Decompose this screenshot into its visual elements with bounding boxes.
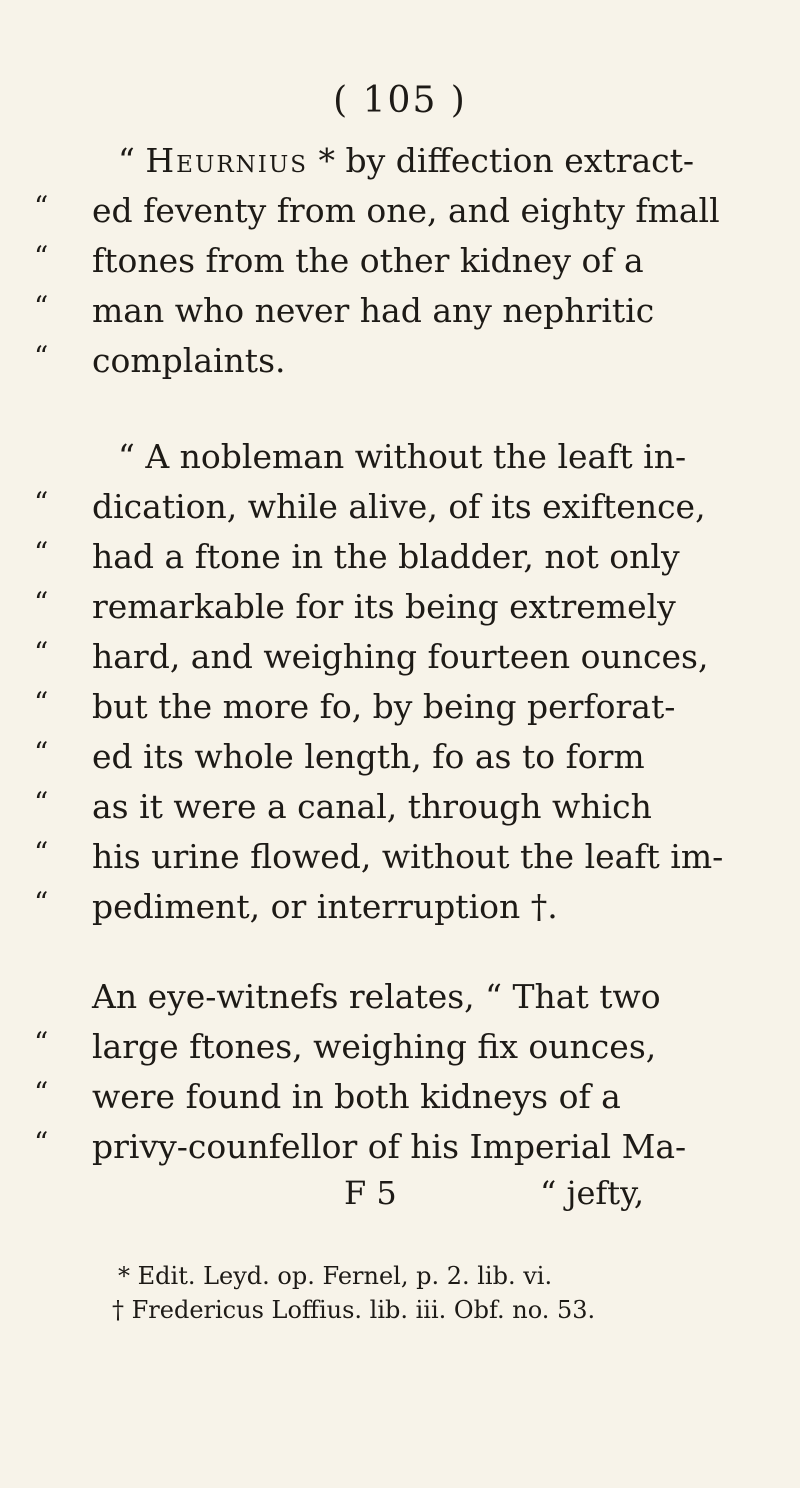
line-text: hard, and weighing fourteen ounces, [92,637,709,676]
margin-quote: “ [34,736,49,769]
text-line [0,136,800,186]
line-rest: * by diffection extract- [308,141,695,180]
margin-quote: “ [34,836,49,869]
line-text: “ A nobleman without the leaft in- [118,437,687,476]
line-text: but the more fo, by being perforat- [92,687,676,726]
margin-quote: “ [34,1026,49,1059]
line-text [118,136,694,186]
line-text: had a ftone in the bladder, not only [92,537,680,576]
line-text: large ftones, weighing fix ounces, [92,1027,657,1066]
signature-line [0,1168,800,1218]
margin-quote: “ [34,686,49,719]
text-line [0,1072,800,1122]
margin-quote: “ [34,786,49,819]
text-line [0,882,800,932]
text-line [0,532,800,582]
open-quote: “ [118,141,135,180]
margin-quote: “ [34,190,49,223]
line-text: his urine flowed, without the leaft im- [92,837,724,876]
text-line [0,1122,800,1172]
margin-quote: “ [34,536,49,569]
line-text: dication, while alive, of its exiftence, [92,487,706,526]
text-line [0,972,800,1022]
text-line [0,336,800,386]
margin-quote: “ [34,886,49,919]
margin-quote: “ [34,340,49,373]
footnote-text: * Edit. Leyd. op. Fernel, p. 2. lib. vi. [118,1262,553,1290]
margin-quote: “ [34,1076,49,1109]
text-line [0,682,800,732]
line-text: ed feventy from one, and eighty fmall [92,191,720,230]
text-line [0,832,800,882]
margin-quote: “ [34,240,49,273]
text-line [0,782,800,832]
text-line [0,286,800,336]
line-text: privy-counfellor of his Imperial Ma- [92,1127,687,1166]
margin-quote: “ [34,636,49,669]
line-text: as it were a canal, through which [92,787,652,826]
line-text: An eye-witnefs relates, “ That two [92,977,661,1016]
margin-quote: “ [34,486,49,519]
line-text: ftones from the other kidney of a [92,241,644,280]
text-line [0,732,800,782]
catchword: “ jefty, [540,1174,645,1212]
line-text: were found in both kidneys of a [92,1077,621,1116]
margin-quote: “ [34,586,49,619]
text-line [0,582,800,632]
line-text: ed its whole length, fo as to form [92,737,645,776]
author-name: Heurnius [145,141,308,180]
text-line [0,1022,800,1072]
text-line [0,236,800,286]
footnote-text: † Fredericus Loffius. lib. iii. Obf. no. 53. [112,1296,596,1324]
page-number: ( 105 ) [333,80,467,121]
text-line [0,632,800,682]
margin-quote: “ [34,290,49,323]
text-line [0,186,800,236]
line-text: man who never had any nephritic [92,291,655,330]
line-text: remarkable for its being extremely [92,587,676,626]
text-line [0,482,800,532]
line-text: pediment, or interruption †. [92,887,558,926]
signature-mark: F 5 [344,1174,397,1212]
line-text: complaints. [92,341,286,380]
text-line [0,432,800,482]
margin-quote: “ [34,1126,49,1159]
